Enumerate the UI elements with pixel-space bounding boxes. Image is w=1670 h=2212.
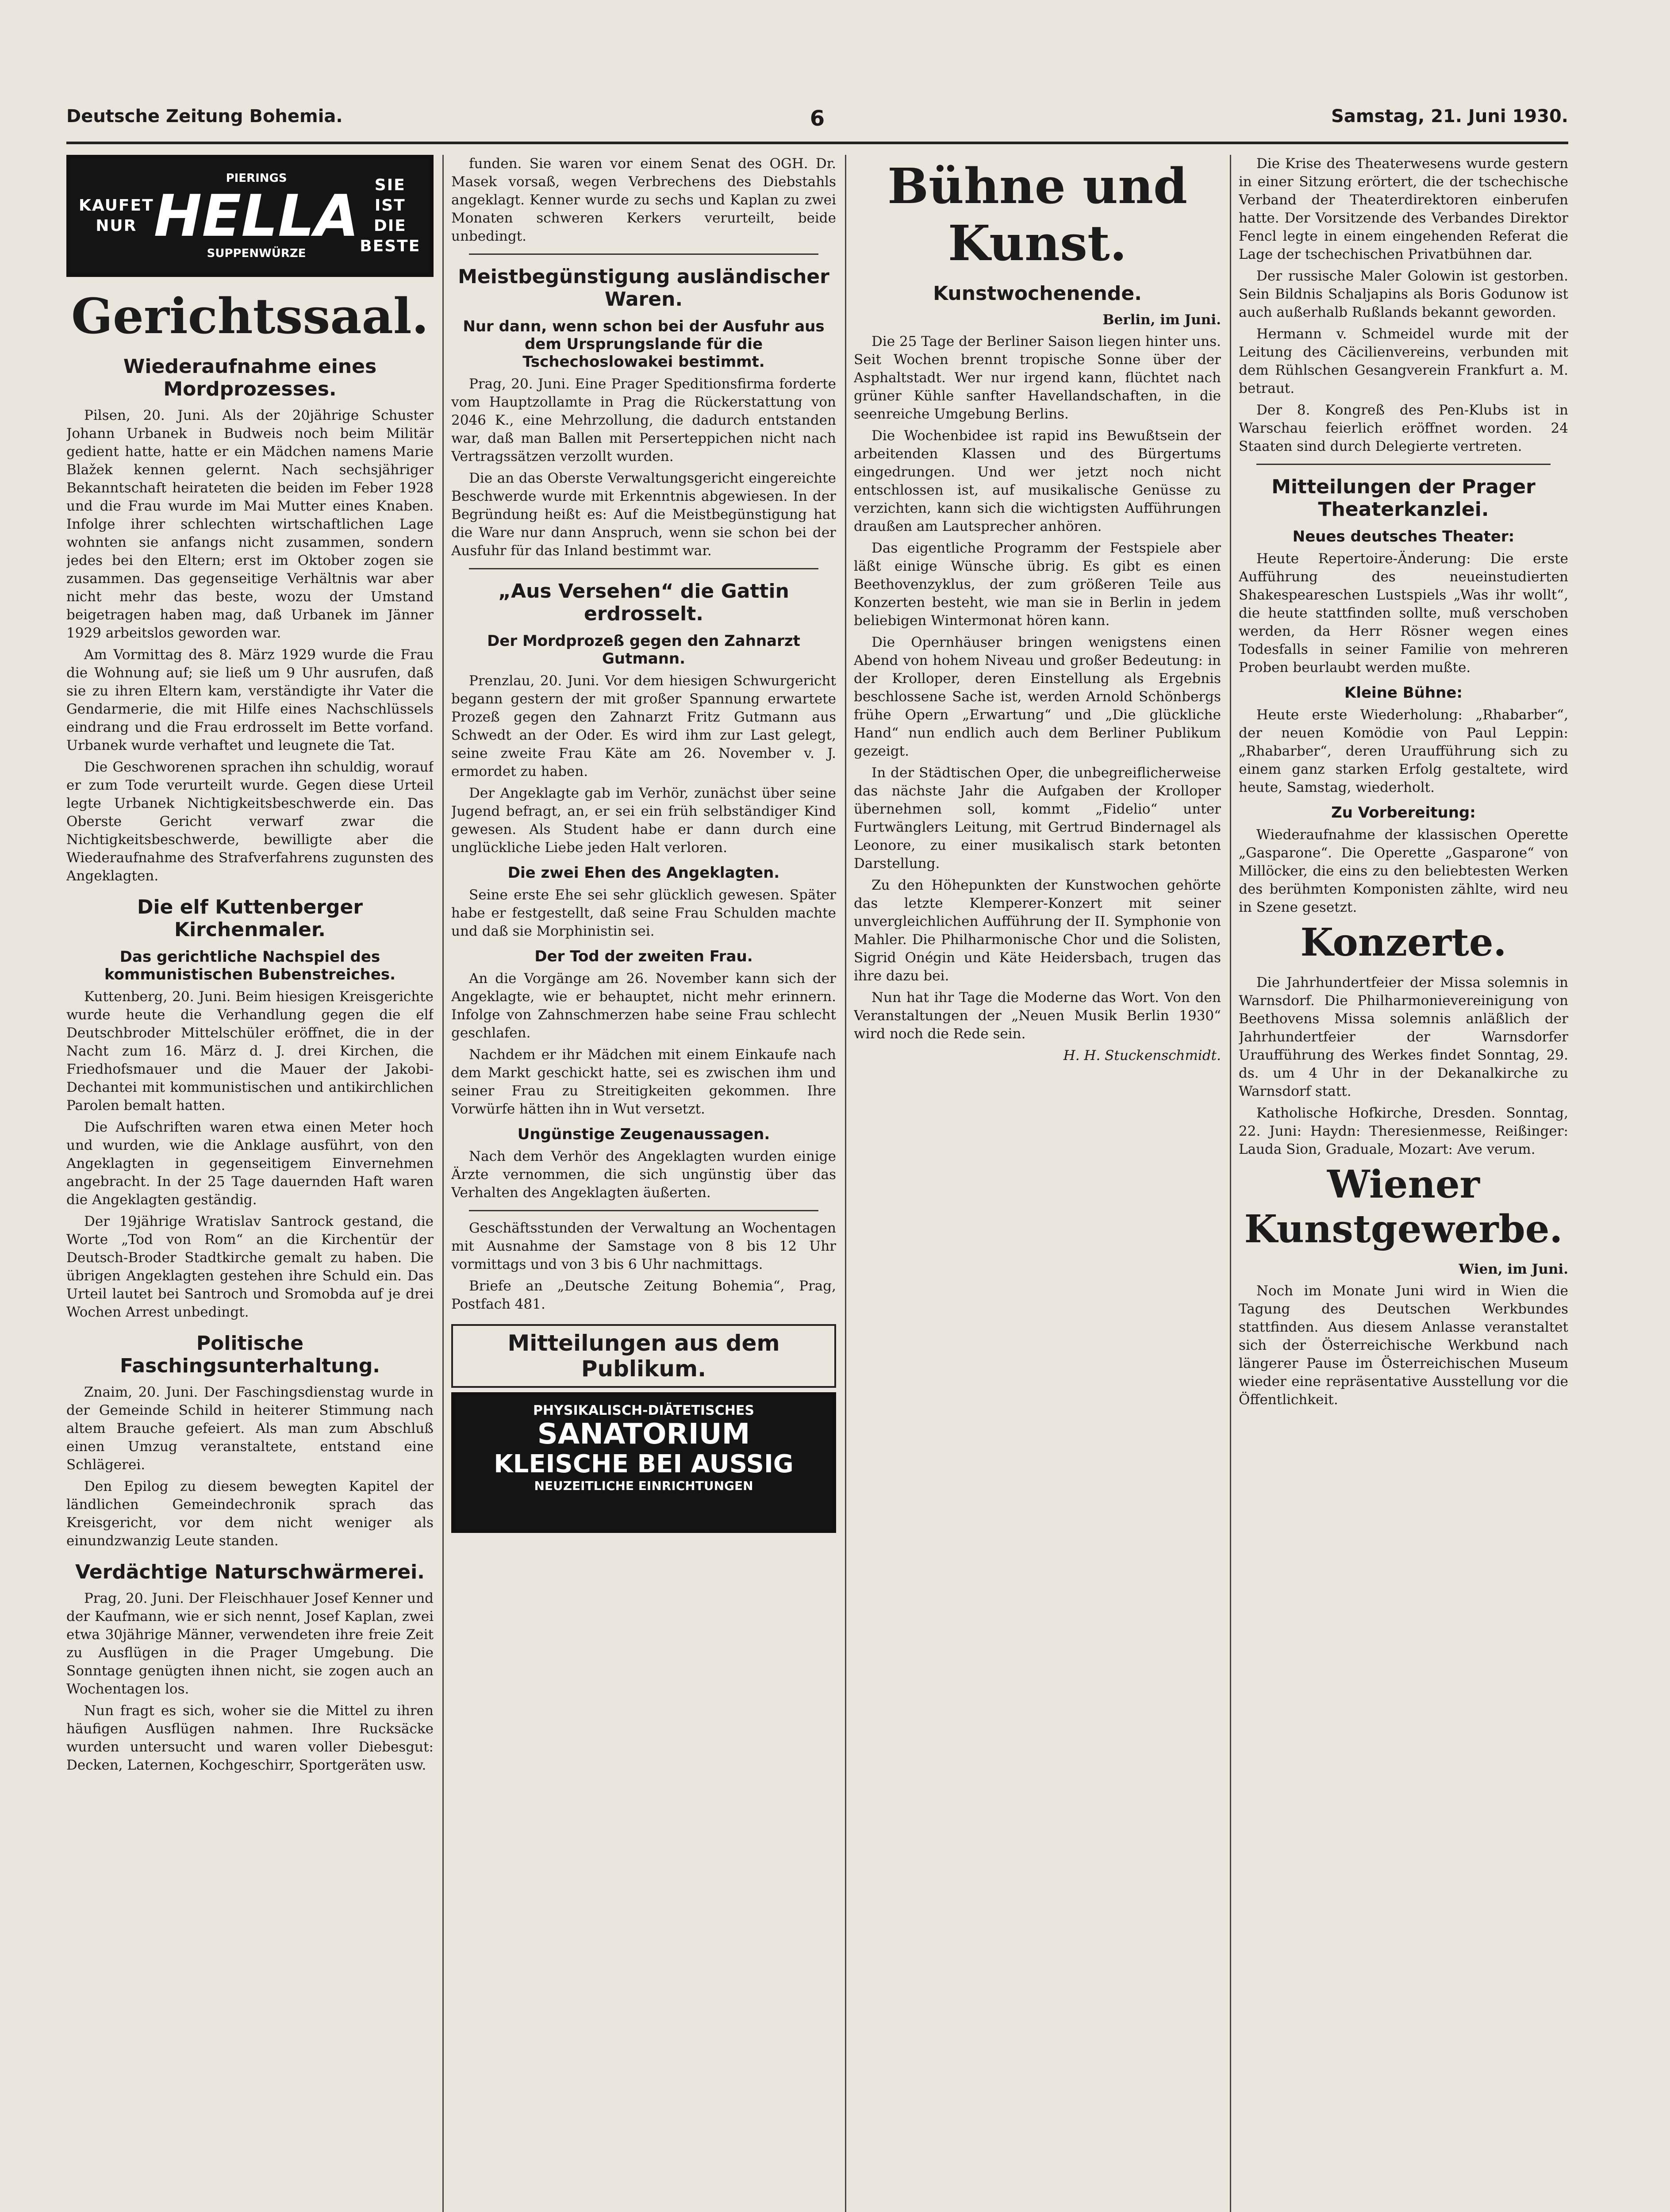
ad-line: KLEISCHE BEI AUSSIG xyxy=(494,1450,794,1479)
divider xyxy=(1256,464,1551,465)
ad-right-text: SIE IST DIE BESTE xyxy=(360,176,421,255)
ad-line: NEUZEITLICHE EINRICHTUNGEN xyxy=(534,1479,753,1493)
article-subheading: Die zwei Ehen des Angeklagten. xyxy=(507,864,780,882)
article-paragraph: Der 8. Kongreß des Pen-Klubs ist in Warschau feierlich eröffnet worden. 24 Staaten sind durch Delegierte vertreten. xyxy=(1239,402,1568,454)
author-signature: H. H. Stuckenschmidt. xyxy=(1063,1048,1221,1064)
divider xyxy=(469,568,818,569)
article-dateline: Wien, im Juni. xyxy=(1459,1261,1568,1277)
article-paragraph: Die Geschworenen sprachen ihn schuldig, worauf er zum Tode verurteilt wurde. Gegen diese Urteil legte Urbanek Nichtigkeitsbeschwerde ein. Das Oberste Gericht verwarf zwar die Nichtigkeitsbeschwerde, bewilligte aber die Wiederaufnahme des Strafverfahrens zugunsten des Angeklagten. xyxy=(66,759,434,884)
masthead xyxy=(66,106,1568,144)
article-title: Politische Faschingsunterhaltung. xyxy=(119,1332,380,1377)
article-paragraph: Die Aufschriften waren etwa einen Meter hoch und wurden, wie die Anklage ausführt, von den Angeklagten in gegenseitigem Einvernehmen angebracht. In der 25 Tage dauernden Haft waren die Angeklagten geständig. xyxy=(66,1119,434,1208)
article-subheading: Ungünstige Zeugenaussagen. xyxy=(517,1125,770,1143)
article-paragraph: Prag, 20. Juni. Der Fleischhauer Josef Kenner und der Kaufmann, wie er sich nennt, Josef Kaplan, zwei etwa 30jährige Männer, verwendeten ihre freie Zeit zu Ausflügen in die Prager Umgebung. Die Sonntage genügten ihnen nicht, sie zogen auch an Wochentagen los. xyxy=(66,1590,434,1697)
article-paragraph: Kuttenberg, 20. Juni. Beim hiesigen Kreisgerichte wurde heute die Verhandlung gegen die elf Deutschbroder Mittelschüler eröffnet, die in der Nacht zum 16. März d. J. drei Kirchen, die Friedhofsmauer und die Mauer der Jakobi-Dechantei mit kommunistischen und antikirchlichen Parolen bemalt hatten. xyxy=(66,989,434,1114)
article-paragraph: Seine erste Ehe sei sehr glücklich gewesen. Später habe er festgestellt, daß seine Frau Schulden machte und daß sie Morphinistin sei. xyxy=(451,887,836,939)
article-paragraph: Zu den Höhepunkten der Kunstwochen gehörte das letzte Klemperer-Konzert mit seiner unvergleichlichen Aufführung der II. Symphonie von Mahler. Die Philharmonische Chor und die Solisten, Sigrid Onégin und Käte Heidersbach, trugen das ihre dazu bei. xyxy=(854,877,1221,984)
article-paragraph: Prag, 20. Juni. Eine Prager Speditionsfirma forderte vom Hauptzollamte in Prag die Rückerstattung von 2046 K., eine Mehrzollung, die dadurch entstanden war, daß man Ballen mit Perserteppichen nicht nach Vertragssätzen verzollt wurden. xyxy=(451,376,836,465)
article-paragraph: Die Krise des Theaterwesens wurde gestern in einer Sitzung erörtert, die der tschechische Verband der Theaterdirektoren einberufen hatte. Der Vorsitzende des Verbandes Direktor Fencl legte in einem eingehenden Referat die Lage der tschechischen Privatbühnen dar. xyxy=(1239,156,1568,262)
article-subheading: Der Tod der zweiten Frau. xyxy=(534,948,753,965)
article-subheading: Kleine Bühne: xyxy=(1344,684,1463,702)
article-title: Die elf Kuttenberger Kirchenmaler. xyxy=(137,896,363,941)
ad-line: PHYSIKALISCH-DIÄTETISCHES xyxy=(533,1403,754,1418)
column-1 xyxy=(66,155,434,2212)
article-paragraph: Nun fragt es sich, woher sie die Mittel zu ihren häufigen Ausflügen nahmen. Ihre Rucksäcke wurden untersucht und waren voller Diebesgut: Decken, Laternen, Kochgeschirr, Sportgeräten usw. xyxy=(66,1703,434,1773)
divider xyxy=(469,253,818,255)
article-paragraph: Nach dem Verhör des Angeklagten wurden einige Ärzte vernommen, die sich ungünstig über das Verhalten des Angeklagten äußerten. xyxy=(451,1148,836,1201)
article-paragraph: In der Städtischen Oper, die unbegreiflicherweise das nächste Jahr die Aufgaben der Krolloper übernehmen soll, kommt „Fidelio“ unter Furtwänglers Leitung, mit Gertrud Bindernagel als Leonore, zu einer musikalisch stark betonten Darstellung. xyxy=(854,765,1221,872)
article-title: Meistbegünstigung ausländischer Waren. xyxy=(458,265,829,311)
article-paragraph: Den Epilog zu diesem bewegten Kapitel der ländlichen Gemeindechronik sprach das Kreisgericht, vor dem nicht weniger als einundzwanzig Leute standen. xyxy=(66,1479,434,1549)
article-paragraph: Am Vormittag des 8. März 1929 wurde die Frau die Wohnung auf; sie ließ um 9 Uhr ausrufen, daß sie zu ihren Eltern kam, verständigte ihr Vater die Gendarmerie, die mit Hilfe eines Nachschlüssels eindrang und die Frau erdrosselt im Bette vorfand. Urbanek wurde verhaftet und leugnete die Tat. xyxy=(66,647,434,753)
article-dateline: Berlin, im Juni. xyxy=(1102,312,1221,328)
office-hours-note: Geschäftsstunden der Verwaltung an Wochentagen mit Ausnahme der Samstage von 8 bis 12 Uhr vormittags und von 3 bis 6 Uhr nachmittags. xyxy=(451,1220,836,1272)
article-paragraph: Der 19jährige Wratislav Santrock gestand, die Worte „Tod von Rom“ an die Kirchentür der Deutsch-Broder Stadtkirche gemalt zu haben. Die übrigen Angeklagten gestehen ihre Schuld ein. Das Urteil lautet bei Santroch und Sromobda auf je drei Wochen Arrest unbedingt. xyxy=(66,1214,434,1320)
article-paragraph: Die Wochenbidee ist rapid ins Bewußtsein der arbeitenden Klassen und des Bürgertums eingedrungen. Und wer jetzt noch nicht entschlossen ist, auf musikalische Genüsse zu verzichten, kann sich die wichtigsten Aufführungen draußen am Lautsprecher anhören. xyxy=(854,428,1221,534)
section-title: Gerichtssaal. xyxy=(71,288,429,345)
article-paragraph: Der russische Maler Golowin ist gestorben. Sein Bildnis Schaljapins als Boris Godunow ist auch außerhalb Rußlands bekannt geworden. xyxy=(1239,268,1568,320)
ad-bottom-text: SUPPENWÜRZE xyxy=(207,247,306,260)
divider xyxy=(469,1210,818,1211)
article-paragraph: Katholische Hofkirche, Dresden. Sonntag, 22. Juni: Haydn: Theresienmesse, Reißinger: Lauda Sion, Graduale, Mozart: Ave verum. xyxy=(1239,1105,1568,1157)
article-paragraph: Hermann v. Schmeidel wurde mit der Leitung des Cäcilienvereins, verbunden mit dem Rühlschen Gesangverein Frankfurt a. M. betraut. xyxy=(1239,326,1568,396)
article-paragraph: Das eigentliche Programm der Festspiele aber läßt einige Wünsche übrig. Es gibt es einen Beethovenzyklus, der zum größeren Teile aus Konzerten besteht, wie man sie in Berlin in jedem beliebigen Wintermonat hören kann. xyxy=(854,540,1221,629)
section-title: Wiener Kunstgewerbe. xyxy=(1244,1162,1563,1252)
article-paragraph: Die 25 Tage der Berliner Saison liegen hinter uns. Seit Wochen brennt tropische Sonne über der Asphaltstadt. Wer nur irgend kann, flüchtet nach grüner Kühle sanfter Havellandschaften, in die seenreiche Umgebung Berlins. xyxy=(854,334,1221,422)
article-paragraph: Die Jahrhundertfeier der Missa solemnis in Warnsdorf. Die Philharmonievereinigung von Beethovens Missa solemnis anläßlich der Jahrhundertfeier der Warnsdorfer Uraufführung des Werkes findet Sonntag, 29. ds. um 4 Uhr in der Dekanalkirche zu Warnsdorf statt. xyxy=(1239,975,1568,1099)
section-title: Konzerte. xyxy=(1300,920,1507,965)
article-paragraph: Nachdem er ihr Mädchen mit einem Einkaufe nach dem Markt geschickt hatte, sei es zwischen ihm und seiner Frau zu Streitigkeiten gekommen. Ihre Vorwürfe hätten ihn in Wut versetzt. xyxy=(451,1047,836,1117)
section-title: Bühne und Kunst. xyxy=(887,157,1188,272)
article-paragraph: Prenzlau, 20. Juni. Vor dem hiesigen Schwurgericht begann gestern der mit großer Spannung erwartete Prozeß gegen den Zahnarzt Fritz Gutmann aus Schwedt an der Oder. Es wird ihm zur Last gelegt, seine zweite Frau Käte am 26. November v. J. ermordet zu haben. xyxy=(451,673,836,780)
column-rule xyxy=(442,155,444,2212)
article-title: Verdächtige Naturschwärmerei. xyxy=(75,1561,425,1583)
article-subtitle: Das gerichtliche Nachspiel des kommunistischen Bubenstreiches. xyxy=(104,948,396,983)
ad-left-text: KAUFET NUR xyxy=(79,196,154,235)
article-title: Wiederaufnahme eines Mordprozesses. xyxy=(123,355,377,400)
ad-line: SANATORIUM xyxy=(537,1418,750,1451)
ad-brand: HELLA xyxy=(154,182,359,250)
article-paragraph: Heute erste Wiederholung: „Rhabarber“, der neuen Komödie von Paul Leppin: „Rhabarber“, deren Uraufführung sich zu einem ganz starken Erfolg gestaltete, wird heute, Samstag, wiederholt. xyxy=(1239,707,1568,795)
article-subtitle: Der Mordprozeß gegen den Zahnarzt Gutmann. xyxy=(487,632,800,668)
article-paragraph: An die Vorgänge am 26. November kann sich der Angeklagte, wie er behauptet, nicht mehr erinnern. Infolge von Zahnschmerzen habe seine Frau schlecht geschlafen. xyxy=(451,971,836,1041)
column-rule xyxy=(845,155,846,2212)
article-paragraph: Die an das Oberste Verwaltungsgericht eingereichte Beschwerde wurde mit Erkenntnis abgewiesen. In der Begründung heißt es: Auf die Meistbegünstigung hat die Ware nur dann Anspruch, wenn sie schon bei der Ausfuhr für das Inland bestimmt war. xyxy=(451,470,836,559)
article-paragraph: Der Angeklagte gab im Verhör, zunächst über seine Jugend befragt, an, er sei ein früh selbständiger Kind gewesen. Als Student habe er dann durch eine unglückliche Liebe jeden Halt verloren. xyxy=(451,785,836,856)
newspaper-name: Deutsche Zeitung Bohemia. xyxy=(66,106,343,127)
column-rule xyxy=(1230,155,1231,2212)
article-paragraph: Die Opernhäuser bringen wenigstens einen Abend von hohem Niveau und großer Bedeutung: in der Krolloper, deren Einstellung als Ergebnis beschlossene Sache ist, werden Arnold Schönbergs frühe Opern „Erwartung“ und „Die glückliche Hand“ nun endlich auch dem Berliner Publikum gezeigt. xyxy=(854,634,1221,759)
postal-address-note: Briefe an „Deutsche Zeitung Bohemia“, Prag, Postfach 481. xyxy=(451,1278,836,1312)
article-paragraph: Wiederaufnahme der klassischen Operette „Gasparone“. Die Operette „Gasparone“ von Millöcker, die eins zu den beliebtesten Werken des berühmten Komponisten zählte, wird neu in Szene gesetzt. xyxy=(1239,827,1568,915)
ad-top-text: PIERINGS xyxy=(226,172,287,185)
column-3 xyxy=(854,155,1221,2212)
article-title: „Aus Versehen“ die Gattin erdrosselt. xyxy=(498,580,789,625)
article-paragraph: Heute Repertoire-Änderung: Die erste Aufführung des neueinstudierten Shakespeareschen Lustspiels „Was ihr wollt“, die heute stattfinden sollte, muß verschoben werden, da Herr Rösner wegen eines Todesfalls in seiner Familie von mehreren Proben beurlaubt werden mußte. xyxy=(1239,551,1568,676)
article-paragraph: Nun hat ihr Tage die Moderne das Wort. Von den Veranstaltungen der „Neuen Musik Berlin 1930“ wird noch die Rede sein. xyxy=(854,990,1221,1042)
hella-advertisement xyxy=(66,155,434,277)
article-paragraph: Pilsen, 20. Juni. Als der 20jährige Schuster Johann Urbanek in Budweis noch beim Militär gedient hatte, hatte er ein Mädchen namens Marie Blažek kennen gelernt. Nach sechsjähriger Bekanntschaft heirateten die beiden im Feber 1928 und die Frau wurde im Mai Mutter eines Knaben. Infolge ihrer schlechten wirtschaftlichen Lage wohnten sie anfangs nicht zusammen, sondern jedes bei den Eltern; erst im Oktober zogen sie zusammen. Das gegenseitige Verhältnis war aber nicht mehr das beste, wozu der Umstand beigetragen haben mag, daß Urbanek im Jänner 1929 arbeitslos geworden war. xyxy=(66,407,434,641)
article-paragraph: funden. Sie waren vor einem Senat des OGH. Dr. Masek vorsaß, wegen Verbrechens des Diebstahls angeklagt. Kenner wurde zu sechs und Kaplan zu zwei Monaten schweren Kerkers verurteilt, beide unbedingt. xyxy=(451,156,836,244)
article-subtitle: Nur dann, wenn schon bei der Ausfuhr aus dem Ursprungslande für die Tschechoslowakei bestimmt. xyxy=(463,318,825,371)
page-number: 6 xyxy=(810,106,825,131)
article-title: Kunstwochenende. xyxy=(933,282,1142,305)
article-subheading: Neues deutsches Theater: xyxy=(1292,528,1515,545)
ad-center xyxy=(154,172,359,260)
issue-date: Samstag, 21. Juni 1930. xyxy=(1331,106,1568,127)
sanatorium-advertisement xyxy=(451,1392,836,1533)
public-notices-heading: Mitteilungen aus dem Publikum. xyxy=(451,1324,836,1388)
article-title: Mitteilungen der Prager Theaterkanzlei. xyxy=(1271,476,1536,521)
article-paragraph: Noch im Monate Juni wird in Wien die Tagung des Deutschen Werkbundes stattfinden. Aus diesem Anlasse veranstaltet sich der Österreichische Werkbund nach längerer Pause im Österreichischen Museum wieder eine repräsentative Ausstellung vor die Öffentlichkeit. xyxy=(1239,1283,1568,1408)
article-paragraph: Znaim, 20. Juni. Der Faschingsdienstag wurde in der Gemeinde Schild in heiterer Stimmung nach altem Brauche gefeiert. Als man zum Abschluß einen Umzug veranstaltete, entstand eine Schlägerei. xyxy=(66,1384,434,1473)
article-subheading: Zu Vorbereitung: xyxy=(1331,804,1476,822)
column-2 xyxy=(451,155,836,2212)
column-4 xyxy=(1239,155,1568,2212)
